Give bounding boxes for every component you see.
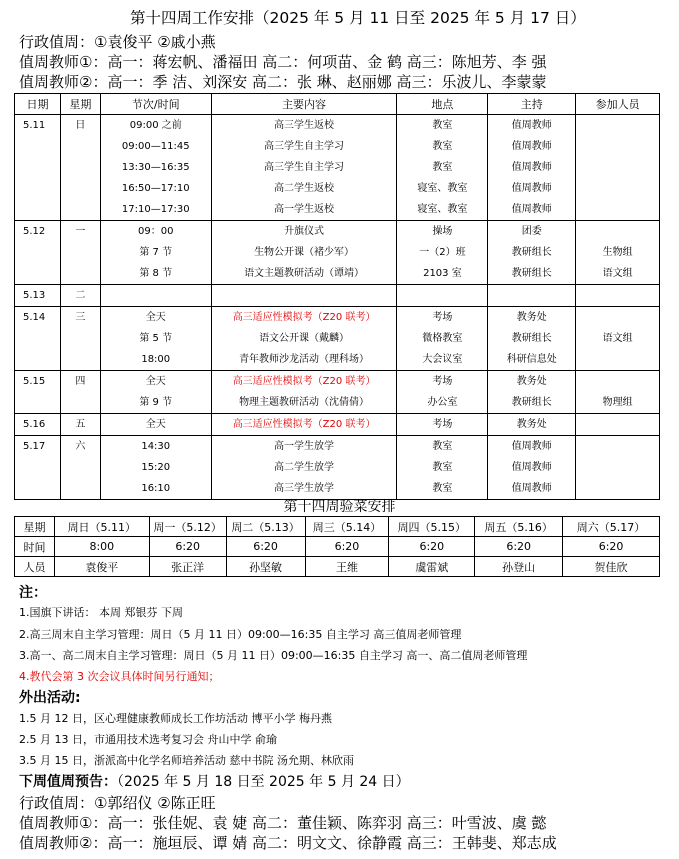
place-line: 办公室 — [427, 397, 458, 408]
participant-line: 生物组 — [602, 247, 633, 258]
note-item: 2.高三周末自主学习管理：周日（5 月 11 日）09:00—16:35 自主学习 高三值周老师管理 — [19, 628, 462, 641]
veg-time: 6:20 — [475, 537, 563, 557]
cell-host — [488, 115, 576, 221]
place-line: 考场 — [432, 312, 453, 323]
content-line: 物理主题教研活动（沈倩倩） — [239, 397, 370, 408]
time-line: 14:30 — [141, 441, 171, 452]
cell-content — [211, 285, 397, 307]
content-line: 语文主题教研活动（谭靖） — [244, 268, 365, 279]
date-text: 5.13 — [23, 290, 46, 301]
header-weekday: 星期 — [60, 94, 100, 115]
host-line: 教务处 — [516, 376, 547, 387]
veg-person: 孙坚敏 — [226, 557, 305, 577]
host-line: 教研组长 — [511, 268, 552, 279]
time-line: 全天 — [145, 419, 166, 430]
cell-weekday — [60, 221, 100, 285]
header-participants: 参加人员 — [576, 94, 660, 115]
veg-person: 孙登山 — [475, 557, 563, 577]
participant-line — [576, 307, 659, 328]
place-line: 教室 — [432, 162, 453, 173]
cell-date — [15, 414, 61, 436]
content-line: 高三学生放学 — [274, 483, 335, 494]
cell-weekday — [60, 436, 100, 500]
veg-time: 6:20 — [149, 537, 226, 557]
host-line: 值周教师 — [511, 183, 552, 194]
veg-time: 6:20 — [305, 537, 389, 557]
content-line: 高二学生放学 — [274, 462, 335, 473]
place-line — [397, 285, 487, 306]
time-line: 全天 — [145, 376, 166, 387]
place-line: 教室 — [432, 441, 453, 452]
cell-participants — [576, 221, 660, 285]
veg-person: 张正洋 — [149, 557, 226, 577]
content-line — [212, 285, 397, 306]
place-line: 教室 — [432, 483, 453, 494]
participant-line: 物理组 — [602, 397, 633, 408]
schedule-row — [15, 221, 660, 285]
teacher-duty-1: 值周教师①：高一：蒋宏帆、潘福田 高二：何项苗、金 鹤 高三：陈旭芳、李 强 — [19, 53, 547, 71]
veg-person: 袁俊平 — [54, 557, 149, 577]
content-line: 高三学生返校 — [274, 120, 335, 131]
schedule-row — [15, 371, 660, 414]
host-line: 团委 — [521, 226, 542, 237]
next-week-heading-line — [19, 771, 410, 791]
content-line: 升旗仪式 — [284, 226, 325, 237]
cell-date — [15, 371, 61, 414]
date-text: 5.12 — [23, 226, 46, 237]
veg-day: 周一（5.12） — [149, 517, 226, 537]
weekday-text: 一 — [75, 226, 86, 237]
cell-date — [15, 436, 61, 500]
participant-line: 语文组 — [602, 333, 633, 344]
schedule-row — [15, 307, 660, 371]
cell-participants — [576, 371, 660, 414]
time-line: 18:00 — [141, 354, 171, 365]
veg-day: 周六（5.17） — [563, 517, 660, 537]
header-content: 主要内容 — [211, 94, 397, 115]
content-line: 高三适应性模拟考（Z20 联考） — [232, 376, 376, 387]
cell-host — [488, 307, 576, 371]
note-item: 3.高一、高二周末自主学习管理：周日（5 月 11 日）09:00—16:35 自主学习 高一、高二值周老师管理 — [19, 649, 528, 662]
cell-place — [397, 371, 488, 414]
date-text: 5.14 — [23, 312, 46, 323]
outing-item: 3.5 月 15 日，浙派高中化学名师培养活动 慈中书院 汤允期、林欣雨 — [19, 754, 354, 767]
weekday-text: 二 — [75, 290, 86, 301]
place-line: 寝室、教室 — [417, 183, 468, 194]
schedule-row — [15, 414, 660, 436]
date-text: 5.16 — [23, 419, 46, 430]
cell-host — [488, 436, 576, 500]
cell-place — [397, 307, 488, 371]
participant-line — [576, 414, 659, 435]
time-line: 09：00 — [138, 226, 174, 237]
participant-line — [576, 371, 659, 392]
schedule-row — [15, 115, 660, 221]
cell-place — [397, 414, 488, 436]
veg-time: 6:20 — [226, 537, 305, 557]
next-week-range: （2025 年 5 月 18 日至 2025 年 5 月 24 日） — [117, 774, 410, 790]
content-line: 青年教师沙龙活动（理科场） — [239, 354, 370, 365]
participant-line — [576, 436, 659, 457]
cell-content — [211, 307, 397, 371]
place-line: 一（2）班 — [419, 247, 466, 258]
cell-time — [100, 436, 211, 500]
participant-line — [576, 136, 659, 157]
next-teacher-duty-1: 值周教师①：高一：张佳妮、袁 婕 高二：董佳颖、陈弈羽 高三：叶雪波、虞 懿 — [19, 814, 547, 832]
veg-person: 贺佳欣 — [563, 557, 660, 577]
outing-heading: 外出活动: — [19, 690, 81, 706]
time-line: 15:20 — [141, 462, 171, 473]
participant-line — [576, 285, 659, 306]
veg-label-day: 星期 — [15, 517, 55, 537]
host-line: 教务处 — [516, 419, 547, 430]
cell-participants — [576, 436, 660, 500]
host-line: 科研信息处 — [506, 354, 557, 365]
veg-day: 周五（5.16） — [475, 517, 563, 537]
veg-day: 周二（5.13） — [226, 517, 305, 537]
veg-person: 王维 — [305, 557, 389, 577]
cell-time — [100, 307, 211, 371]
time-line: 17:10—17:30 — [121, 204, 190, 215]
place-line: 大会议室 — [422, 354, 463, 365]
time-line: 第 9 节 — [139, 397, 173, 408]
cell-time — [100, 285, 211, 307]
veg-day: 周三（5.14） — [305, 517, 389, 537]
participant-line — [576, 157, 659, 178]
cell-content — [211, 414, 397, 436]
cell-time — [100, 115, 211, 221]
content-line: 高三适应性模拟考（Z20 联考） — [232, 312, 376, 323]
weekday-text: 六 — [75, 441, 86, 452]
host-line: 教研组长 — [511, 333, 552, 344]
cell-date — [15, 285, 61, 307]
weekday-text: 五 — [75, 419, 86, 430]
time-line: 16:50—17:10 — [121, 183, 190, 194]
cell-weekday — [60, 285, 100, 307]
cell-host — [488, 414, 576, 436]
time-line: 第 5 节 — [139, 333, 173, 344]
next-week-heading: 下周值周预告： — [19, 774, 117, 790]
place-line: 考场 — [432, 419, 453, 430]
next-teacher-duty-2: 值周教师②：高一：施垣辰、谭 婧 高二：明文文、徐静霞 高三：王韩斐、郑志成 — [19, 834, 557, 852]
place-line: 教室 — [432, 141, 453, 152]
time-line: 第 8 节 — [139, 268, 173, 279]
cell-participants — [576, 285, 660, 307]
host-line: 教务处 — [516, 312, 547, 323]
note-item-red: 4.教代会第 3 次会议具体时间另行通知； — [19, 670, 220, 683]
schedule-row — [15, 285, 660, 307]
cell-date — [15, 307, 61, 371]
cell-date — [15, 221, 61, 285]
participant-line — [576, 199, 659, 220]
note-item: 1.国旗下讲话： 本周 郑银芬 下周 — [19, 606, 183, 619]
outing-item: 2.5 月 13 日，市通用技术选考复习会 舟山中学 俞瑜 — [19, 733, 277, 746]
host-line: 值周教师 — [511, 162, 552, 173]
time-line — [101, 285, 211, 306]
date-text: 5.11 — [23, 120, 46, 131]
veg-row-times — [15, 537, 660, 557]
header-date: 日期 — [15, 94, 61, 115]
header-host: 主持 — [488, 94, 576, 115]
veg-table — [14, 516, 660, 577]
participant-line — [576, 349, 659, 370]
place-line: 教室 — [432, 120, 453, 131]
host-line — [488, 285, 575, 306]
host-line: 值周教师 — [511, 462, 552, 473]
host-line: 值周教师 — [511, 483, 552, 494]
cell-weekday — [60, 307, 100, 371]
cell-place — [397, 221, 488, 285]
content-line: 高一学生放学 — [274, 441, 335, 452]
veg-title: 第十四周验菜安排 — [283, 499, 396, 515]
time-line: 09:00—11:45 — [121, 141, 190, 152]
content-line: 高三适应性模拟考（Z20 联考） — [232, 419, 376, 430]
veg-time: 8:00 — [54, 537, 149, 557]
host-line: 教研组长 — [511, 247, 552, 258]
host-line: 值周教师 — [511, 204, 552, 215]
cell-time — [100, 414, 211, 436]
cell-time — [100, 371, 211, 414]
veg-label-time: 时间 — [15, 537, 55, 557]
host-line: 值周教师 — [511, 141, 552, 152]
place-line: 微格教室 — [422, 333, 463, 344]
content-line: 高三学生自主学习 — [264, 162, 345, 173]
schedule-table — [14, 93, 660, 500]
cell-time — [100, 221, 211, 285]
veg-row-people — [15, 557, 660, 577]
cell-weekday — [60, 115, 100, 221]
time-line: 第 7 节 — [139, 247, 173, 258]
date-text: 5.15 — [23, 376, 46, 387]
cell-host — [488, 221, 576, 285]
cell-place — [397, 285, 488, 307]
weekday-text: 四 — [75, 376, 86, 387]
content-line: 生物公开课（褚少军） — [254, 247, 355, 258]
content-line: 高二学生返校 — [274, 183, 335, 194]
veg-day: 周四（5.15） — [389, 517, 475, 537]
veg-day: 周日（5.11） — [54, 517, 149, 537]
place-line: 2103 室 — [423, 268, 462, 279]
notes-heading: 注： — [19, 585, 47, 601]
cell-content — [211, 371, 397, 414]
place-line: 考场 — [432, 376, 453, 387]
cell-date — [15, 115, 61, 221]
participant-line — [576, 221, 659, 242]
host-line: 教研组长 — [511, 397, 552, 408]
cell-participants — [576, 307, 660, 371]
veg-row-days — [15, 517, 660, 537]
participant-line — [576, 115, 659, 136]
date-text: 5.17 — [23, 441, 46, 452]
veg-person: 虞雷斌 — [389, 557, 475, 577]
cell-content — [211, 221, 397, 285]
cell-content — [211, 436, 397, 500]
host-line: 值周教师 — [511, 120, 552, 131]
participant-line — [576, 457, 659, 478]
participant-line: 语文组 — [602, 268, 633, 279]
schedule-row — [15, 436, 660, 500]
content-line: 语文公开课（戴麟） — [259, 333, 350, 344]
veg-time: 6:20 — [389, 537, 475, 557]
place-line: 教室 — [432, 462, 453, 473]
page-title: 第十四周工作安排（2025 年 5 月 11 日至 2025 年 5 月 17 日） — [130, 9, 586, 27]
cell-place — [397, 115, 488, 221]
content-line: 高一学生返校 — [274, 204, 335, 215]
cell-weekday — [60, 414, 100, 436]
participant-line — [576, 178, 659, 199]
cell-participants — [576, 115, 660, 221]
cell-host — [488, 285, 576, 307]
header-place: 地点 — [397, 94, 488, 115]
time-line: 全天 — [145, 312, 166, 323]
cell-weekday — [60, 371, 100, 414]
place-line: 操场 — [432, 226, 453, 237]
header-time: 节次/时间 — [100, 94, 211, 115]
veg-label-people: 人员 — [15, 557, 55, 577]
weekday-text: 三 — [75, 312, 86, 323]
time-line: 09:00 之前 — [129, 120, 182, 131]
veg-time: 6:20 — [563, 537, 660, 557]
cell-host — [488, 371, 576, 414]
cell-content — [211, 115, 397, 221]
next-admin-duty: 行政值周：①郭绍仪 ②陈正旺 — [19, 794, 216, 812]
admin-duty: 行政值周：①袁俊平 ②戚小燕 — [19, 33, 216, 51]
content-line: 高三学生自主学习 — [264, 141, 345, 152]
time-line: 13:30—16:35 — [121, 162, 190, 173]
cell-participants — [576, 414, 660, 436]
outing-item: 1.5 月 12 日，区心理健康教师成长工作坊活动 博平小学 梅丹燕 — [19, 712, 332, 725]
schedule-header-row — [15, 94, 660, 115]
cell-place — [397, 436, 488, 500]
host-line: 值周教师 — [511, 441, 552, 452]
teacher-duty-2: 值周教师②：高一：季 洁、刘深安 高二：张 琳、赵丽娜 高三：乐波儿、李蒙蒙 — [19, 73, 547, 91]
weekday-text: 日 — [75, 120, 86, 131]
place-line: 寝室、教室 — [417, 204, 468, 215]
time-line: 16:10 — [141, 483, 171, 494]
